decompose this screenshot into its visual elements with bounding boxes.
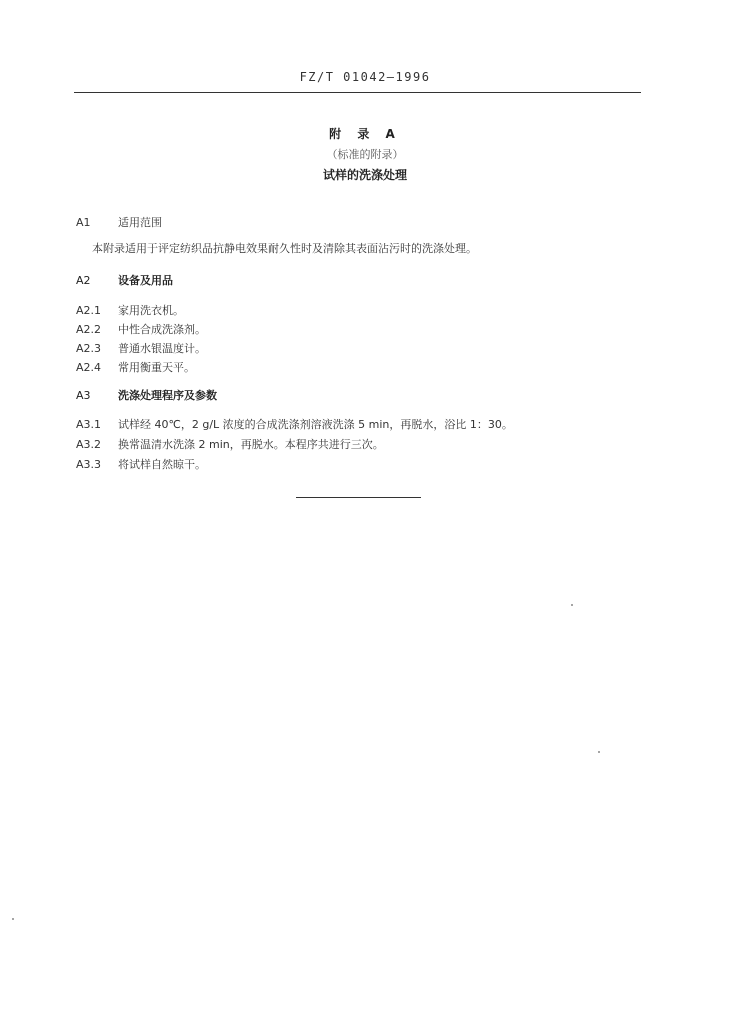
section-a3-heading — [76, 387, 217, 403]
appendix-title: 附 录 A — [329, 127, 401, 141]
list-item-a2-1 — [76, 302, 184, 318]
item-number: A2.3 — [76, 342, 102, 355]
section-title: 洗涤处理程序及参数 — [118, 389, 217, 402]
item-number: A2.2 — [76, 323, 102, 336]
item-number: A2.1 — [76, 304, 102, 317]
item-number: A3.1 — [76, 418, 102, 431]
section-a2-heading — [76, 272, 173, 288]
list-item-a3-1 — [76, 416, 513, 432]
item-number: A3.2 — [76, 438, 102, 451]
section-title: 设备及用品 — [118, 274, 173, 287]
item-number: A2.4 — [76, 361, 102, 374]
section-number: A2 — [76, 274, 91, 287]
item-text: 家用洗衣机。 — [118, 304, 184, 317]
header-rule — [74, 92, 641, 93]
list-item-a2-4 — [76, 359, 195, 375]
item-text: 中性合成洗涤剂。 — [118, 323, 206, 336]
item-text: 将试样自然晾干。 — [118, 458, 206, 471]
section-title: 适用范围 — [118, 216, 162, 229]
section-number: A1 — [76, 216, 91, 229]
list-item-a2-3 — [76, 340, 206, 356]
section-a1-heading — [76, 214, 162, 230]
list-item-a3-3 — [76, 456, 206, 472]
item-text: 普通水银温度计。 — [118, 342, 206, 355]
closing-rule — [296, 497, 421, 498]
list-item-a2-2 — [76, 321, 206, 337]
list-item-a3-2 — [76, 436, 384, 452]
section-number: A3 — [76, 389, 91, 402]
item-number: A3.3 — [76, 458, 102, 471]
section-a1-body: 本附录适用于评定纺织品抗静电效果耐久性时及清除其表面沾污时的洗涤处理。 — [92, 242, 477, 255]
item-text: 常用衡重天平。 — [118, 361, 195, 374]
standard-code: FZ/T 01042—1996 — [299, 70, 431, 84]
appendix-heading: 试样的洗涤处理 — [322, 168, 407, 182]
scan-speck — [598, 751, 600, 753]
scan-speck — [571, 604, 573, 606]
item-text: 试样经 40℃，2 g/L 浓度的合成洗涤剂溶液洗涤 5 min，再脱水，浴比 1：30。 — [118, 418, 513, 431]
scan-speck — [12, 918, 14, 920]
item-text: 换常温清水洗涤 2 min，再脱水。本程序共进行三次。 — [118, 438, 384, 451]
appendix-subtitle: （标准的附录） — [326, 148, 404, 161]
